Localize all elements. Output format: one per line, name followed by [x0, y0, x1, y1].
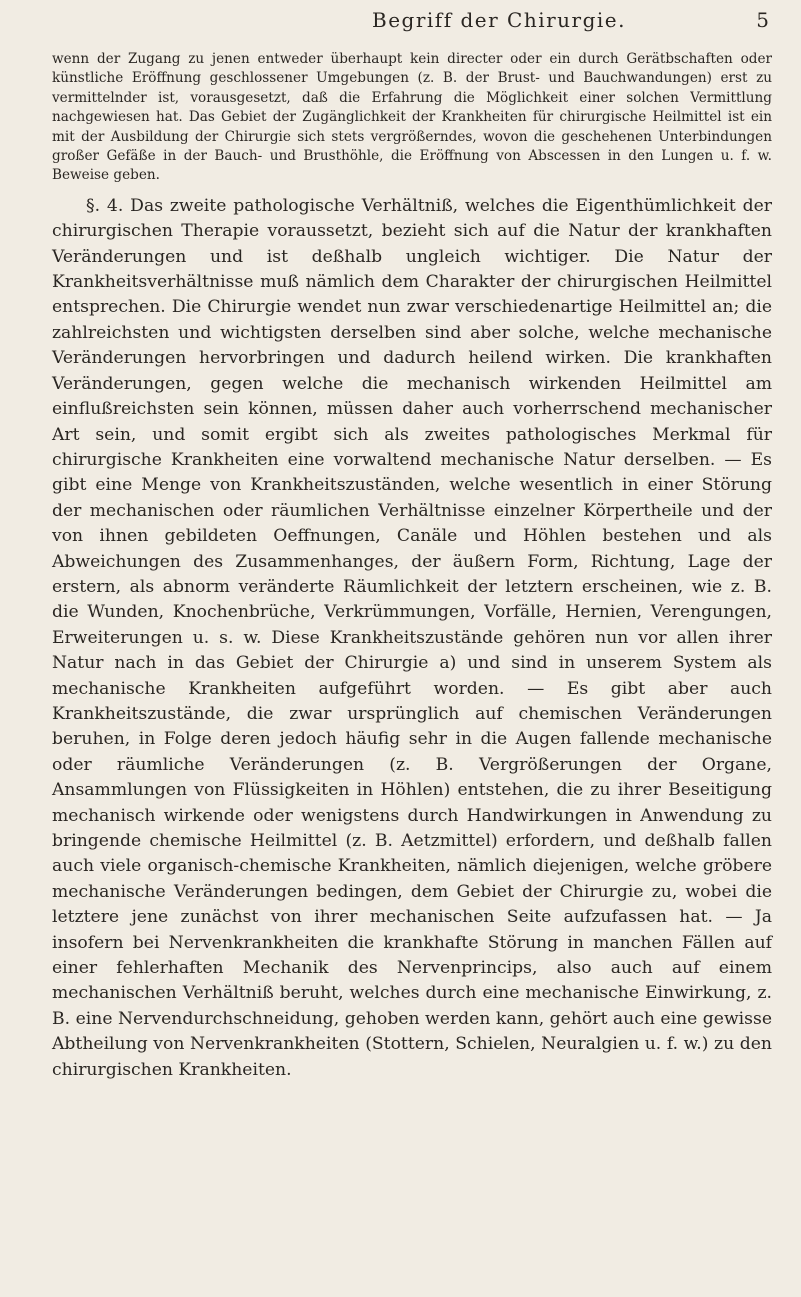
intro-paragraph: wenn der Zugang zu jenen entweder überhaupt kein directer oder ein durch Gerätbschaften oder künstliche Eröffnung geschlossener Umgebungen (z. B. der Brust- und Bauchwandungen) erst zu vermittelnder ist, vorausgesetzt, daß die Erfahrung die Möglichkeit einer solchen Vermittlung nachgewiesen hat. Das Gebiet der Zugänglichkeit der Krankheiten für chirurgische Heilmittel ist ein mit der Ausbildung der Chirurgie sich stets vergrößerndes, wovon die geschehenen Unterbindungen großer Gefäße in der Bauch- und Brusthöhle, die Eröffnung von Abscessen in den Lungen u. f. w. Beweise geben.: [52, 51, 772, 184]
section-4-paragraph: §. 4. Das zweite pathologische Verhältniß, welches die Eigenthümlichkeit der chirurgischen Therapie voraussetzt, bezieht sich auf die Natur der krankhaften Veränderungen und ist deßhalb ungleich wichtiger. Die Natur der Krankheitsverhältnisse muß nämlich dem Charakter der chirurgischen Heilmittel entsprechen. Die Chirurgie wendet nun zwar verschiedenartige Heilmittel an; die zahlreichsten und wichtigsten derselben sind aber solche, welche mechanische Veränderungen hervorbringen und dadurch heilend wirken. Die krankhaften Veränderungen, gegen welche die mechanisch wirkenden Heilmittel am einflußreichsten sein können, müssen daher auch vorherrschend mechanischer Art sein, und somit ergibt sich als zweites pathologisches Merkmal für chirurgische Krankheiten eine vorwaltend mechanische Natur derselben. — Es gibt eine Menge von Krankheitszuständen, welche wesentlich in einer Störung der mechanischen oder räumlichen Verhältnisse einzelner Körpertheile und der von ihnen gebildeten Oeffnungen, Canäle und Höhlen bestehen und als Abweichungen des Zusammenhanges, der äußern Form, Richtung, Lage der erstern, als abnorm veränderte Räumlichkeit der letztern erscheinen, wie z. B. die Wunden, Knochenbrüche, Verkrümmungen, Vorfälle, Hernien, Verengungen, Erweiterungen u. s. w. Diese Krankheitszustände gehören nun vor allen ihrer Natur nach in das Gebiet der Chirurgie a) und sind in unserem System als mechanische Krankheiten aufgeführt worden. — Es gibt aber auch Krankheitszustände, die zwar ursprünglich auf chemischen Veränderungen beruhen, in Folge deren jedoch häufig sehr in die Augen fallende mechanische oder räumliche Veränderungen (z. B. Vergrößerungen der Organe, Ansammlungen von Flüssigkeiten in Höhlen) entstehen, die zu ihrer Beseitigung mechanisch wirkende oder wenigstens durch Handwirkungen in Anwendung zu bringende chemische Heilmittel (z. B. Aetzmittel) erfordern, und deßhalb fallen auch viele organisch-chemische Krankheiten, nämlich diejenigen, welche gröbere mechanische Veränderungen bedingen, dem Gebiet der Chirurgie zu, wobei die letztere jene zunächst von ihrer mechanischen Seite aufzufassen hat. — Ja insofern bei Nervenkrankheiten die krankhafte Störung in manchen Fällen auf einer fehlerhaften Mechanik des Nervenprincips, also auch auf einem mechanischen Verhältniß beruht, welches durch eine mechanische Einwirkung, z. B. eine Nervendurchschneidung, gehoben werden kann, gehört auch eine gewisse Abtheilung von Nervenkrankheiten (Stottern, Schielen, Neuralgien u. f. w.) zu den chirurgischen Krankheiten.: [52, 195, 772, 1080]
page-number: 5: [756, 8, 769, 32]
running-title: Begriff der Chirurgie.: [372, 8, 626, 32]
page-header: [0, 0, 801, 44]
body-text: [52, 50, 772, 1083]
